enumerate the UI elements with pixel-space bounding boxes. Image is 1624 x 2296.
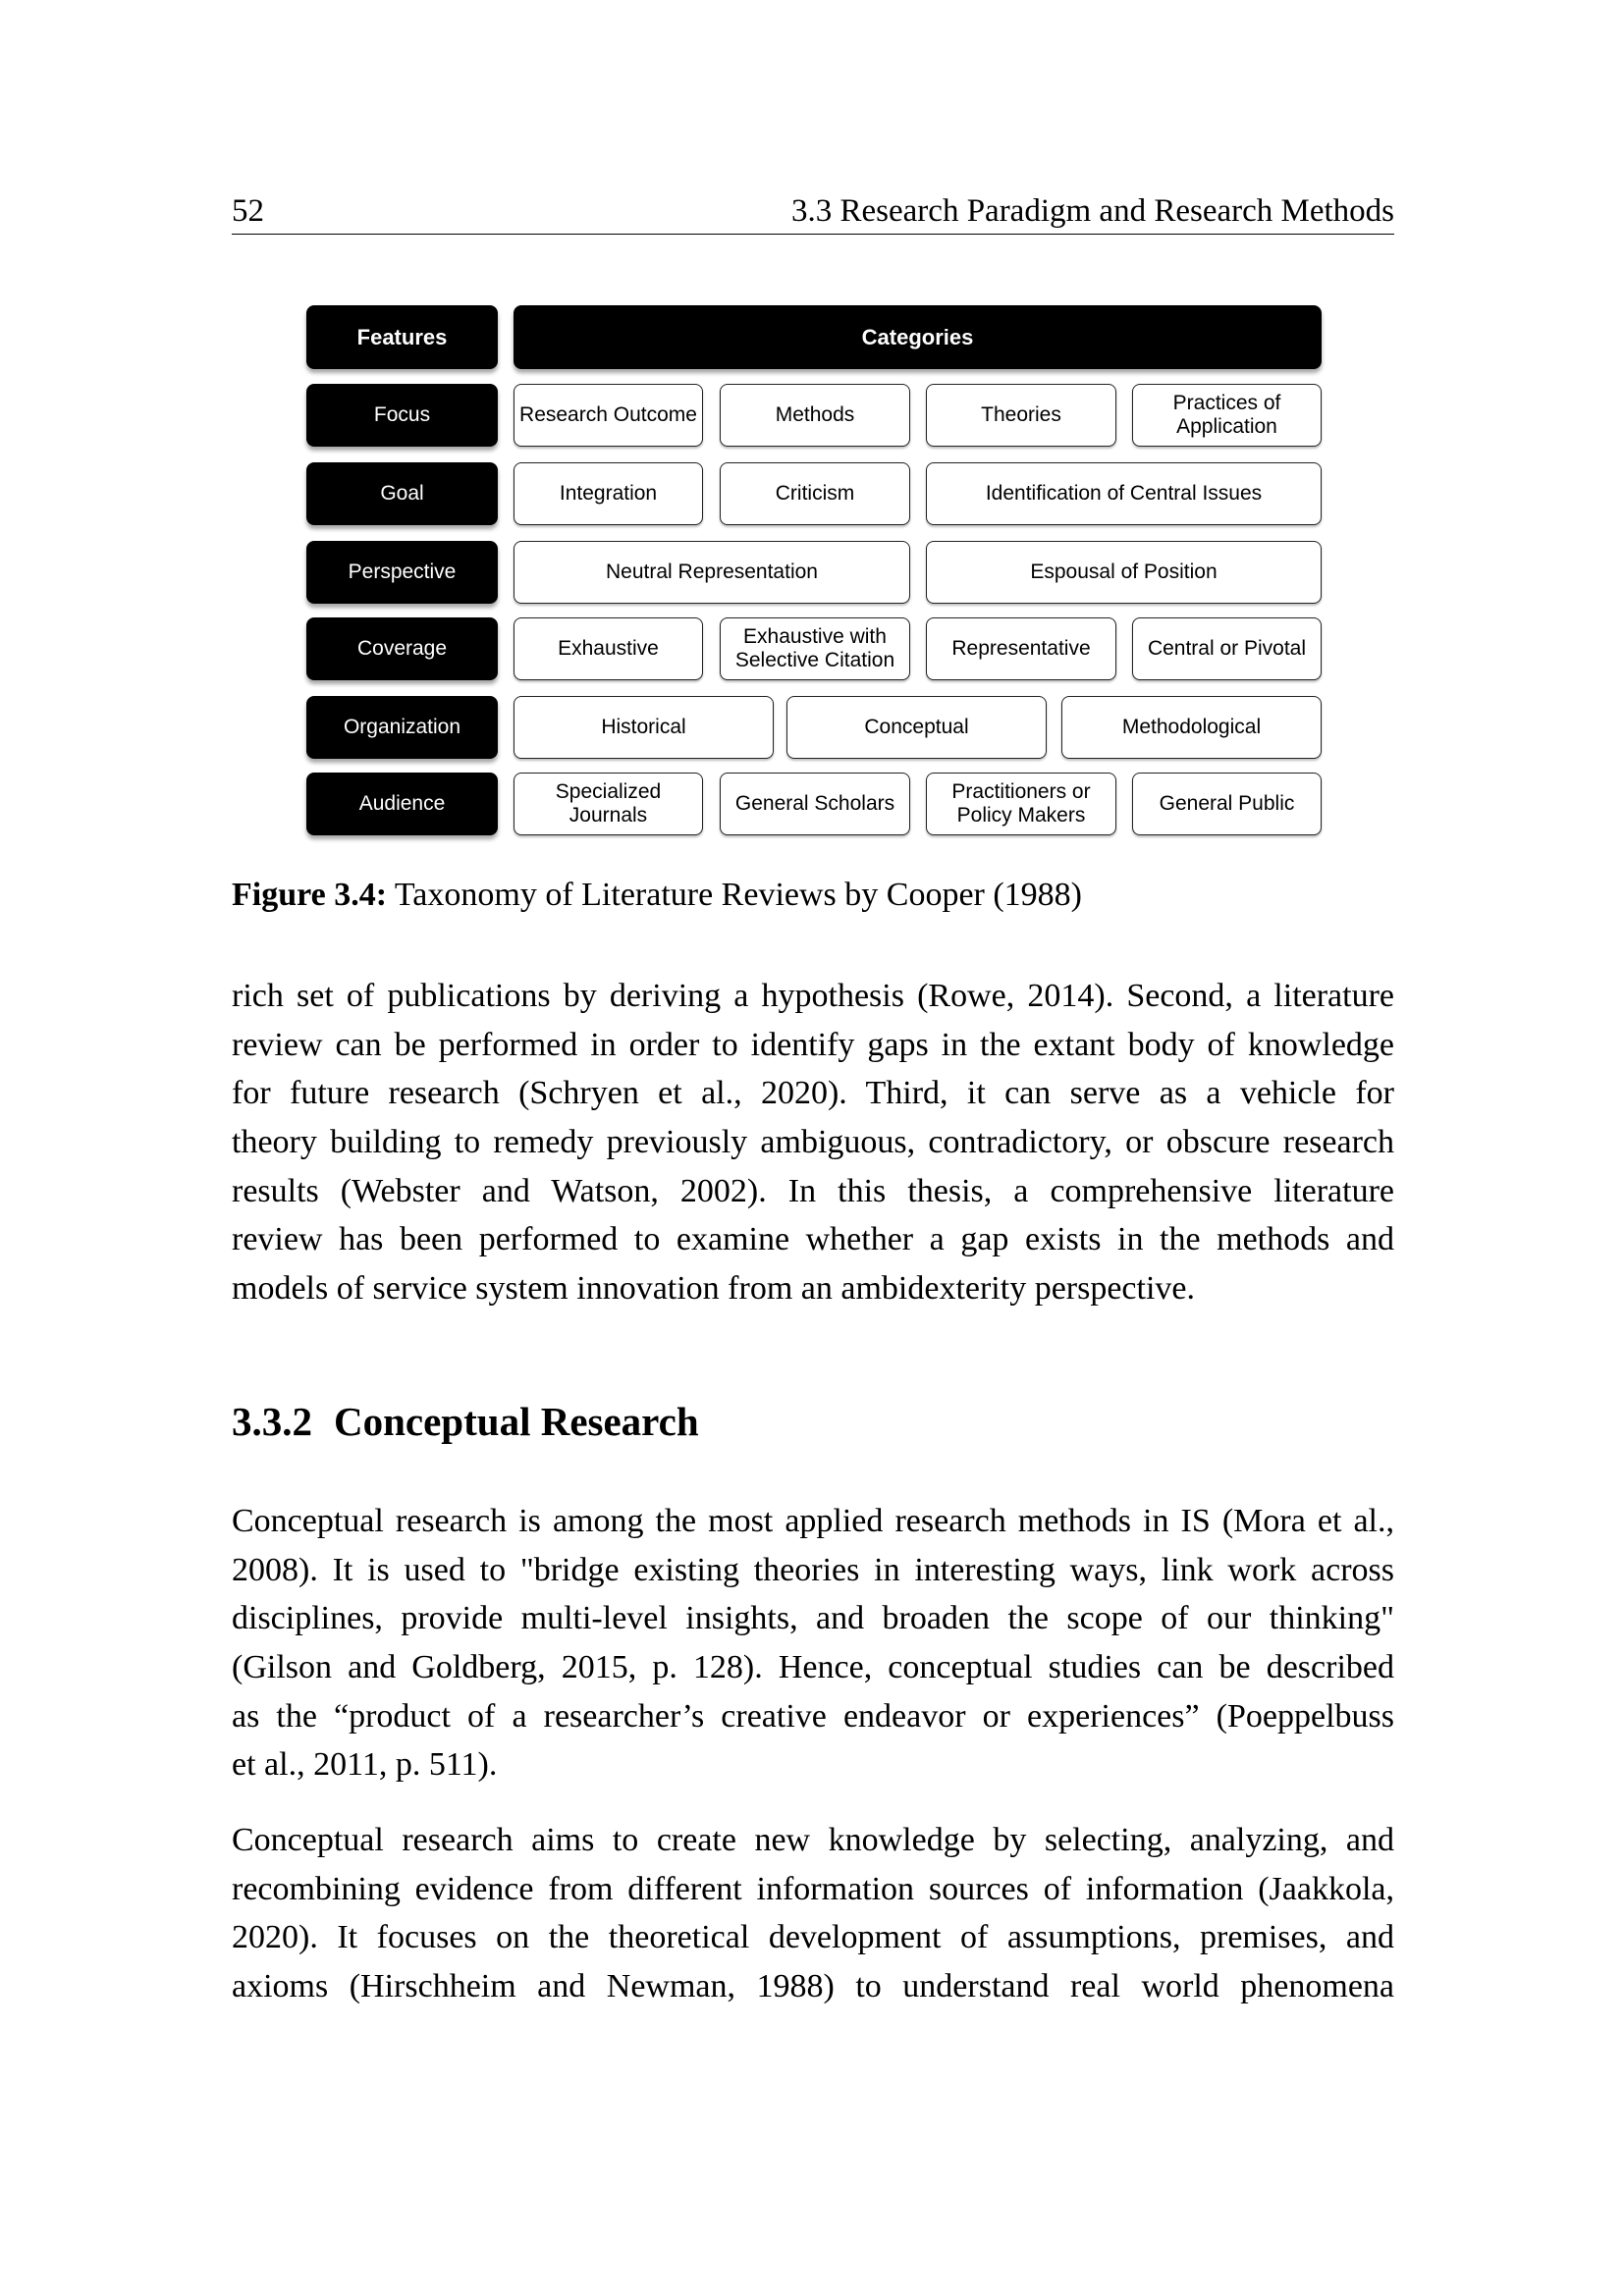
features-header: Features: [306, 305, 498, 369]
text-line: et al., 2011, p. 511).: [232, 1746, 498, 1784]
text-line: theory building to remedy previously ambiguous, contradictory, or obscure research: [232, 1124, 1394, 1161]
figure-caption: [232, 877, 1082, 914]
text-line: 2008). It is used to "bridge existing theories in interesting ways, link work across: [232, 1551, 1394, 1588]
page-number: 52: [232, 193, 264, 229]
categories-header: Categories: [514, 305, 1322, 369]
caption-text: Taxonomy of Literature Reviews by Cooper (1988): [387, 877, 1083, 913]
category-cell: Methods: [720, 384, 910, 447]
category-cell: Exhaustive with Selective Citation: [720, 617, 910, 680]
category-cell: Research Outcome: [514, 384, 703, 447]
category-cell: Historical: [514, 696, 774, 759]
category-cell: Theories: [926, 384, 1116, 447]
feature-coverage: Coverage: [306, 617, 498, 680]
category-cell: Espousal of Position: [926, 541, 1322, 604]
section-number: 3.3.2: [232, 1399, 312, 1444]
category-cell: Identification of Central Issues: [926, 462, 1322, 525]
category-cell: Practices of Application: [1132, 384, 1322, 447]
paragraph-1: [232, 972, 1394, 1313]
text-line: disciplines, provide multi-level insights, and broaden the scope of our thinking": [232, 1600, 1394, 1637]
category-cell: General Scholars: [720, 773, 910, 835]
text-line: Conceptual research aims to create new knowledge by selecting, analyzing, and: [232, 1822, 1394, 1858]
category-cell: Conceptual: [786, 696, 1047, 759]
running-title: 3.3 Research Paradigm and Research Methods: [791, 193, 1394, 229]
category-cell: Practitioners or Policy Makers: [926, 773, 1116, 835]
category-cell: General Public: [1132, 773, 1322, 835]
feature-audience: Audience: [306, 773, 498, 835]
category-cell: Specialized Journals: [514, 773, 703, 835]
caption-label: Figure 3.4:: [232, 877, 388, 913]
category-cell: Criticism: [720, 462, 910, 525]
text-line: rich set of publications by deriving a hypothesis (Rowe, 2014). Second, a literature: [232, 978, 1394, 1014]
feature-perspective: Perspective: [306, 541, 498, 604]
paragraph-3: [232, 1816, 1394, 2011]
text-line: review can be performed in order to identify gaps in the extant body of knowledge: [232, 1026, 1394, 1063]
feature-goal: Goal: [306, 462, 498, 525]
text-line: models of service system innovation from an ambidexterity perspective.: [232, 1270, 1196, 1308]
text-line: (Gilson and Goldberg, 2015, p. 128). Hence, conceptual studies can be described: [232, 1649, 1394, 1686]
section-title: Conceptual Research: [334, 1399, 699, 1444]
text-line: axioms (Hirschheim and Newman, 1988) to understand real world phenomena: [232, 1968, 1394, 2005]
text-line: 2020). It focuses on the theoretical development of assumptions, premises, and: [232, 1919, 1394, 1956]
category-cell: Exhaustive: [514, 617, 703, 680]
feature-focus: Focus: [306, 384, 498, 447]
text-line: Conceptual research is among the most applied research methods in IS (Mora et al.,: [232, 1503, 1394, 1539]
section-heading: [232, 1398, 699, 1445]
text-line: review has been performed to examine whether a gap exists in the methods and: [232, 1221, 1394, 1258]
text-line: as the “product of a researcher’s creative endeavor or experiences” (Poeppelbuss: [232, 1697, 1394, 1735]
category-cell: Methodological: [1061, 696, 1322, 759]
feature-organization: Organization: [306, 696, 498, 759]
text-line: recombining evidence from different information sources of information (Jaakkola,: [232, 1870, 1394, 1907]
text-line: results (Webster and Watson, 2002). In this thesis, a comprehensive literature: [232, 1172, 1394, 1209]
category-cell: Neutral Representation: [514, 541, 910, 604]
category-cell: Integration: [514, 462, 703, 525]
paragraph-2: [232, 1497, 1394, 1789]
category-cell: Central or Pivotal: [1132, 617, 1322, 680]
taxonomy-figure: [0, 0, 1624, 883]
text-line: for future research (Schryen et al., 2020). Third, it can serve as a vehicle for: [232, 1075, 1394, 1112]
category-cell: Representative: [926, 617, 1116, 680]
